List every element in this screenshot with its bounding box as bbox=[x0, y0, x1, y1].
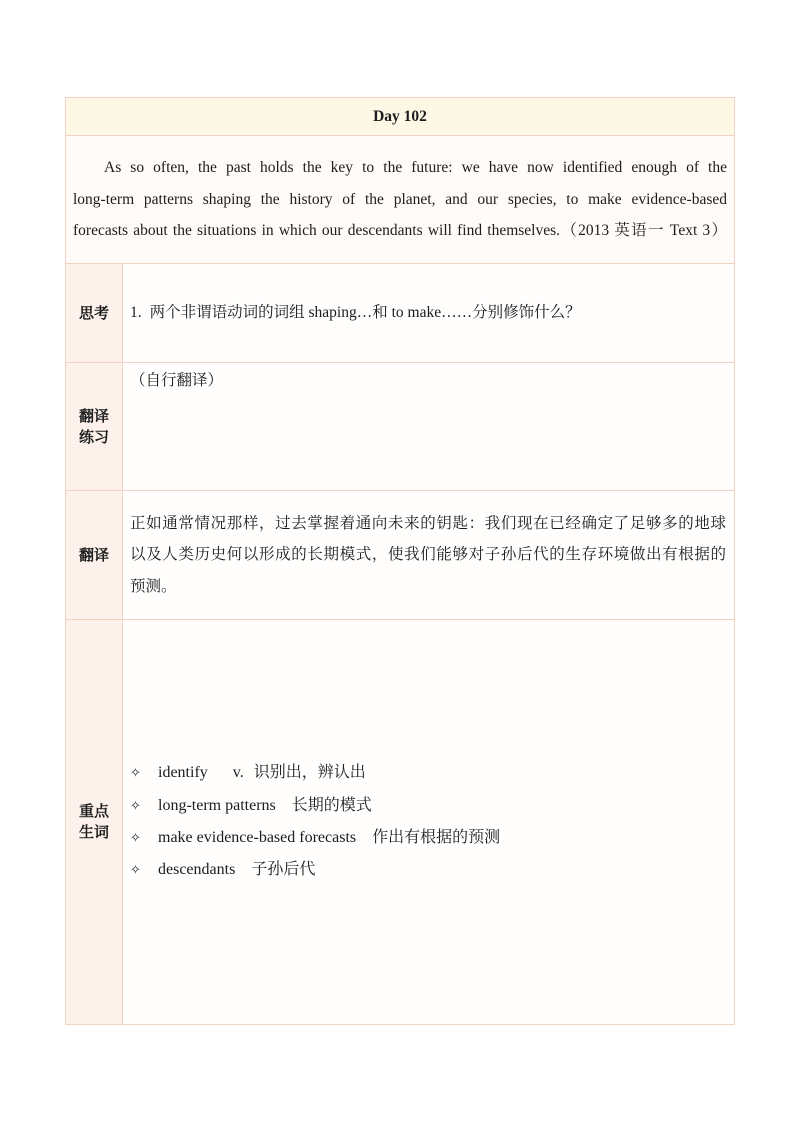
translation-label bbox=[66, 491, 123, 619]
translation-cell bbox=[123, 491, 734, 619]
vocabulary-label-line: 重点 bbox=[78, 802, 109, 820]
sentence-line: long-term patterns shaping the history of the planet, and our species, to make evidence-based bbox=[73, 190, 727, 208]
four-pointed-star-icon bbox=[130, 855, 158, 886]
thinking-cell bbox=[123, 264, 734, 362]
translation-row bbox=[66, 490, 734, 619]
list-item bbox=[130, 822, 726, 854]
vocab-term: descendants bbox=[158, 861, 236, 879]
sentence-line: forecasts about the situations in which our descendants will find themselves.（2013 英语一 Text 3） bbox=[73, 222, 727, 240]
vocabulary-cell bbox=[123, 620, 734, 1024]
thinking-row bbox=[66, 263, 734, 362]
four-pointed-star-icon bbox=[130, 823, 158, 854]
vocab-term: make evidence-based forecasts bbox=[158, 829, 357, 846]
vocabulary-label-line: 生词 bbox=[78, 823, 109, 841]
day-title: Day 102 bbox=[373, 107, 427, 125]
list-item bbox=[130, 790, 726, 822]
vocab-meaning: 长期的模式 bbox=[291, 796, 372, 814]
practice-cell bbox=[123, 363, 734, 490]
translation-line: 正如通常情况那样，过去掌握着通向未来的钥匙：我们现在已经确定了足够多的地球 bbox=[130, 514, 726, 532]
translation-line: 以及人类历史何以形成的长期模式，使我们能够对子孙后代的生存环境做出有根据的 bbox=[130, 546, 726, 564]
list-item bbox=[130, 854, 726, 886]
study-card-table bbox=[65, 97, 735, 1025]
vocab-term: identify bbox=[158, 764, 208, 782]
practice-label-line: 练习 bbox=[78, 427, 109, 446]
sentence-line: As so often, the past holds the key to the future: we have now identified enough of the bbox=[104, 159, 727, 177]
vocab-meaning: 识别出，辨认出 bbox=[253, 764, 366, 782]
practice-row bbox=[66, 362, 734, 490]
vocabulary-list bbox=[130, 757, 726, 886]
practice-label bbox=[66, 363, 123, 490]
vocab-part-of-speech: v. bbox=[232, 764, 244, 782]
vocabulary-label bbox=[66, 620, 123, 1024]
header-row bbox=[66, 98, 734, 135]
question-number: 1. bbox=[130, 304, 142, 322]
vocab-meaning: 作出有根据的预测 bbox=[372, 829, 501, 846]
practice-label-line: 翻译 bbox=[78, 406, 109, 425]
four-pointed-star-icon bbox=[130, 791, 158, 822]
translation-line: 预测。 bbox=[130, 577, 177, 595]
translation-label-text: 翻译 bbox=[78, 545, 109, 564]
thinking-label bbox=[66, 264, 123, 362]
vocab-meaning: 子孙后代 bbox=[251, 861, 316, 879]
list-item bbox=[130, 757, 726, 789]
vocabulary-row bbox=[66, 619, 734, 1024]
question-text: 两个非谓语动词的词组 shaping…和 to make……分别修饰什么？ bbox=[149, 304, 581, 322]
thinking-question bbox=[130, 297, 726, 329]
practice-hint: （自行翻译） bbox=[130, 372, 224, 389]
four-pointed-star-icon bbox=[130, 758, 158, 789]
vocab-term: long-term patterns bbox=[158, 796, 276, 814]
thinking-label-text: 思考 bbox=[78, 303, 109, 322]
sentence-row bbox=[66, 135, 734, 263]
